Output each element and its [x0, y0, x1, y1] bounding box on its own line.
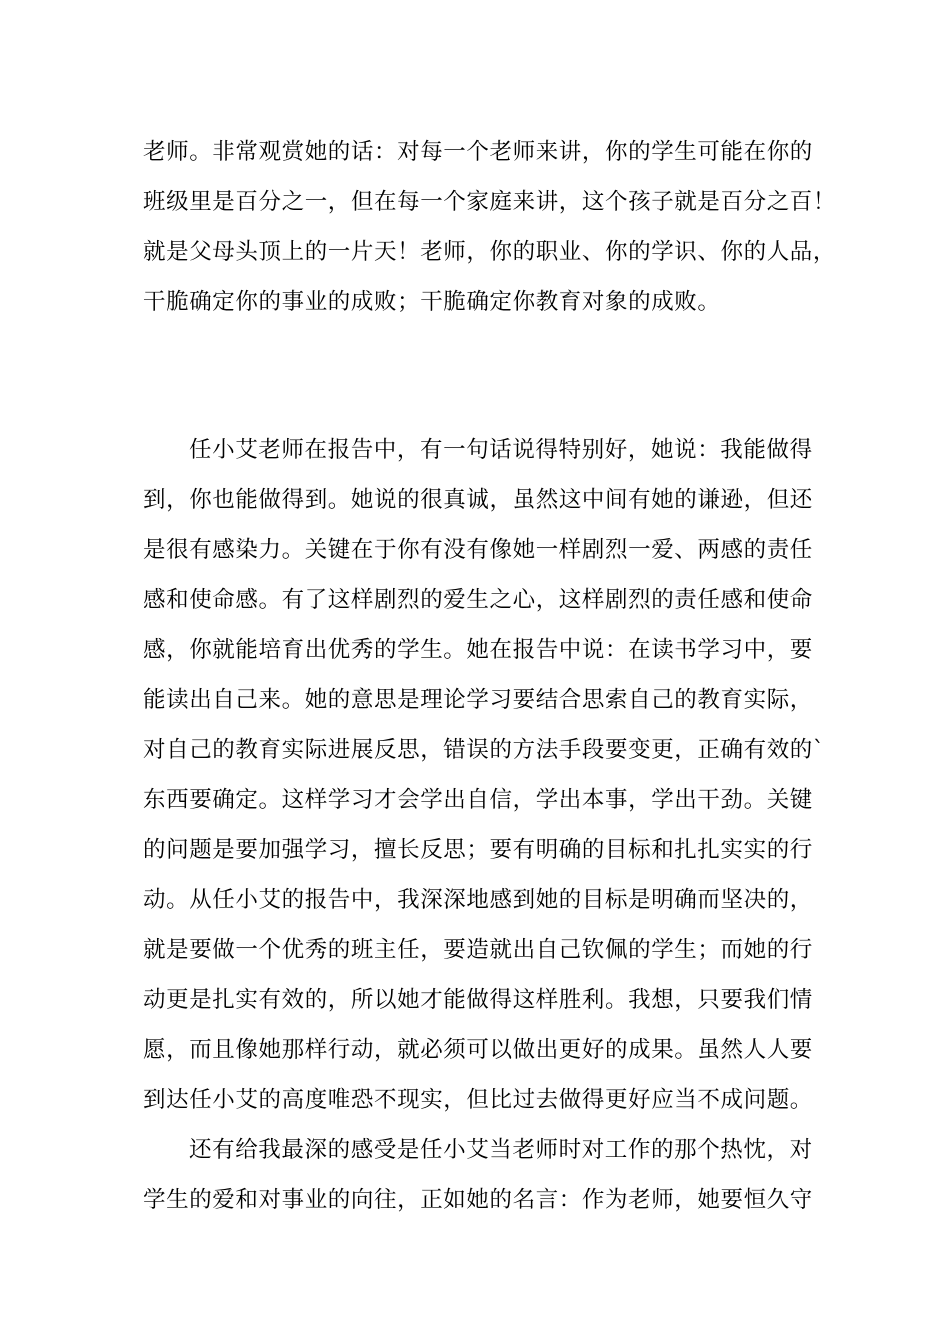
text-line: 感，你就能培育出优秀的学生。她在报告中说：在读书学习中，要 [143, 637, 813, 663]
text-line: 能读出自己来。她的意思是理论学习要结合思索自己的教育实际， [143, 687, 813, 713]
text-line: 感和使命感。有了这样剧烈的爱生之心，这样剧烈的责任感和使命 [143, 587, 813, 613]
text-line: 学生的爱和对事业的向往，正如她的名言：作为老师，她要恒久守 [143, 1187, 813, 1213]
text-line: 的问题是要加强学习，擅长反思；要有明确的目标和扎扎实实的行 [143, 837, 813, 863]
text-line: 任小艾老师在报告中，有一句话说得特别好，她说：我能做得 [189, 437, 813, 463]
text-line: 东西要确定。这样学习才会学出自信，学出本事，学出干劲。关键 [143, 787, 813, 813]
text-line: 到达任小艾的高度唯恐不现实，但比过去做得更好应当不成问题。 [143, 1087, 813, 1113]
text-line: 动。从任小艾的报告中，我深深地感到她的目标是明确而坚决的， [143, 887, 813, 913]
text-line: 动更是扎实有效的，所以她才能做得这样胜利。我想，只要我们情 [143, 987, 813, 1013]
text-line: 老师。非常观赏她的话：对每一个老师来讲，你的学生可能在你的 [143, 139, 813, 165]
text-line: 愿，而且像她那样行动，就必须可以做出更好的成果。虽然人人要 [143, 1037, 813, 1063]
text-line: 干脆确定你的事业的成败；干脆确定你教育对象的成败。 [143, 289, 721, 315]
text-line: 就是父母头顶上的一片天！老师，你的职业、你的学识、你的人品， [143, 239, 837, 265]
text-line: 对自己的教育实际进展反思，错误的方法手段要变更，正确有效的` [143, 737, 825, 763]
text-line: 班级里是百分之一，但在每一个家庭来讲，这个孩子就是百分之百！ [143, 189, 837, 215]
text-line: 就是要做一个优秀的班主任，要造就出自己钦佩的学生；而她的行 [143, 937, 813, 963]
text-line: 是很有感染力。关键在于你有没有像她一样剧烈一爱、两感的责任 [143, 537, 813, 563]
text-line: 还有给我最深的感受是任小艾当老师时对工作的那个热忱，对 [189, 1137, 813, 1163]
text-line: 到，你也能做得到。她说的很真诚，虽然这中间有她的谦逊，但还 [143, 487, 813, 513]
